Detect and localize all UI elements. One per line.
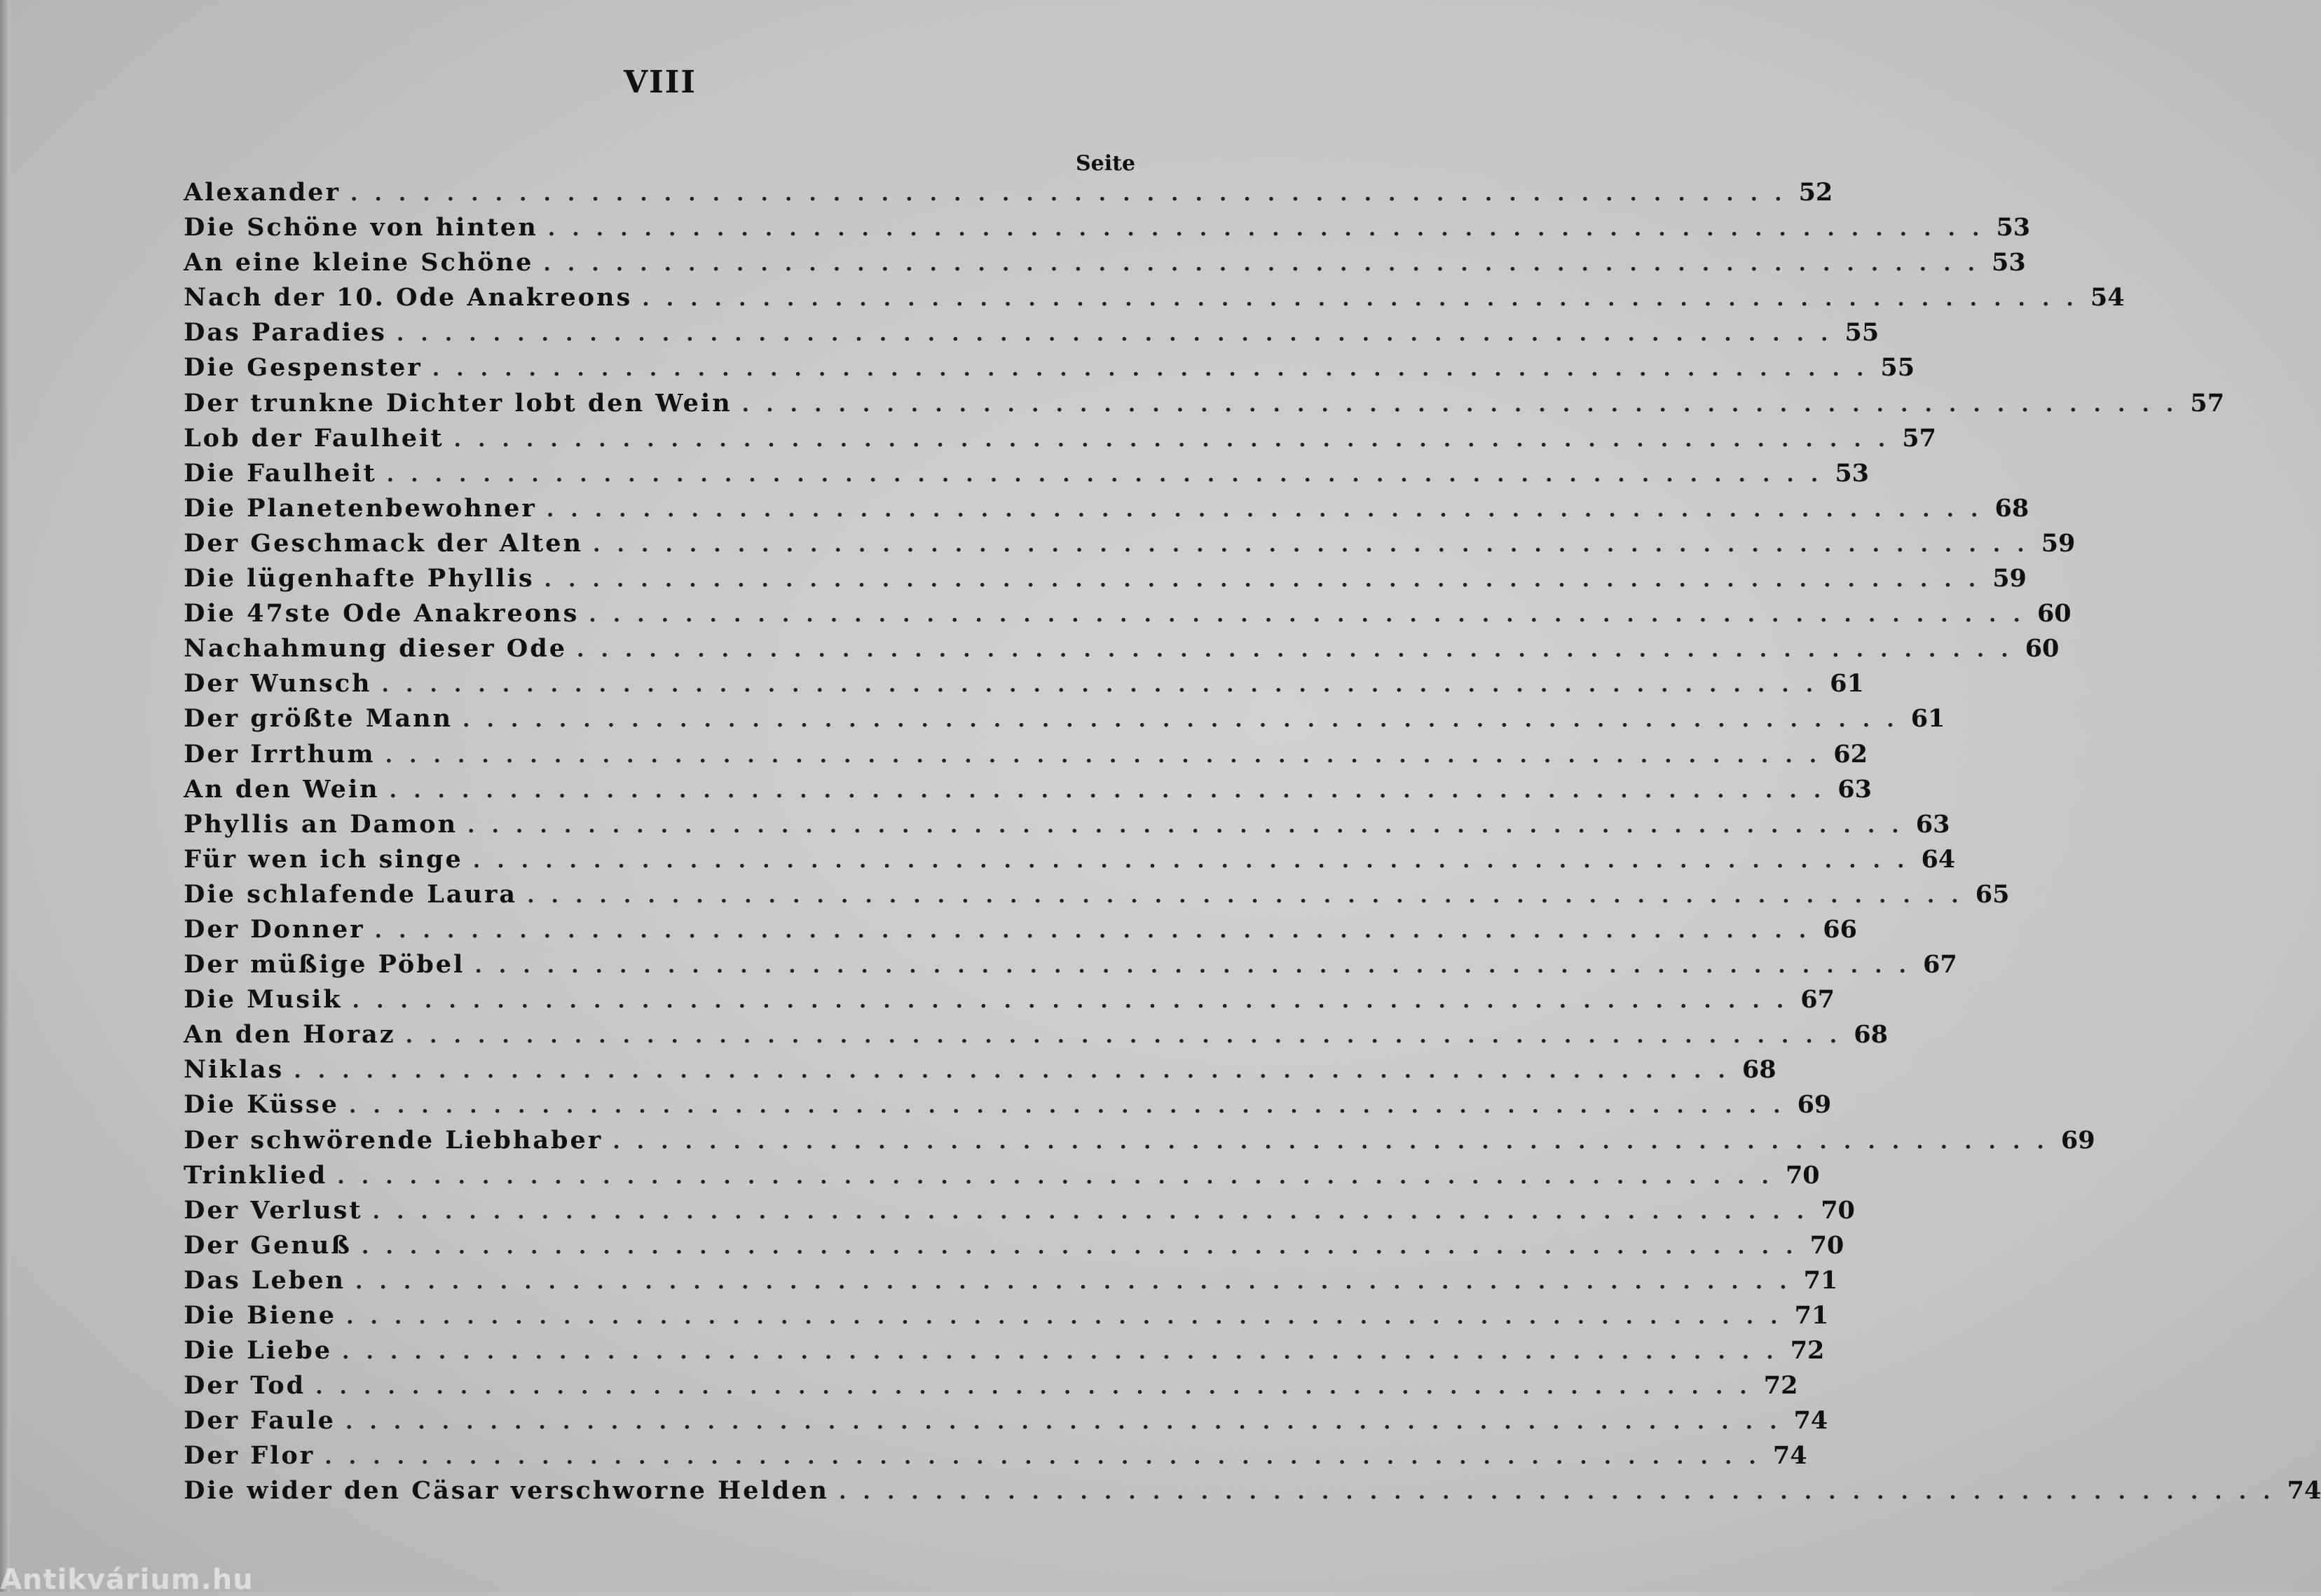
dot-leader: ............................................................: [337, 1164, 1786, 1189]
toc-entry-page: 72: [1763, 1371, 1798, 1401]
dot-leader: ............................................................: [350, 181, 1799, 206]
toc-entry-title: Die Küsse: [184, 1090, 339, 1120]
toc-entry: [184, 491, 2029, 526]
toc-entry: [184, 1263, 1838, 1298]
toc-entry: [184, 877, 2010, 912]
toc-entry-page: 70: [1821, 1195, 1855, 1225]
toc-entry: [184, 666, 1864, 701]
dot-leader: ............................................................: [467, 813, 1916, 838]
toc-entry-title: Die 47ste Ode Anakreons: [184, 599, 580, 628]
dot-leader: ............................................................: [741, 392, 2191, 417]
toc-entry: [184, 1333, 1825, 1368]
toc-entry-page: 55: [1880, 353, 1915, 383]
toc-entry: [184, 1193, 1855, 1228]
toc-entry: [184, 1403, 1828, 1438]
dot-leader: ............................................................: [361, 1234, 1810, 1259]
toc-entry-page: 74: [1793, 1406, 1828, 1436]
dot-leader: ............................................................: [544, 567, 1993, 593]
toc-entry-title: Die Liebe: [184, 1336, 333, 1365]
toc-entry-title: Nachahmung dieser Ode: [184, 634, 568, 663]
dot-leader: ............................................................: [345, 1305, 1795, 1329]
toc-entry-page: 74: [2287, 1476, 2321, 1506]
toc-entry: [184, 912, 1857, 947]
toc-entry: [184, 1473, 2321, 1508]
toc-entry-page: 63: [1915, 809, 1950, 839]
toc-entry-page: 71: [1803, 1265, 1838, 1295]
dot-leader: ............................................................: [374, 918, 1823, 943]
toc-entry-page: 70: [1809, 1230, 1844, 1260]
dot-leader: ............................................................: [352, 989, 1801, 1014]
toc-entry-title: Die schlafende Laura: [184, 879, 518, 909]
toc-entry-page: 66: [1823, 914, 1857, 944]
toc-entry-title: An den Wein: [184, 774, 380, 804]
toc-entry: [184, 1368, 1798, 1403]
toc-entry-page: 64: [1921, 844, 1956, 874]
dot-leader: ............................................................: [385, 743, 1834, 768]
toc-entry-page: 60: [2036, 599, 2072, 628]
toc-entry: [184, 596, 2072, 631]
toc-entry-page: 72: [1790, 1336, 1825, 1365]
toc-entry-title: Der Donner: [184, 914, 365, 944]
dot-leader: ............................................................: [315, 1375, 1764, 1400]
toc-entry-page: 61: [1830, 669, 1864, 699]
toc-entry-title: Der schwörende Liebhaber: [184, 1125, 603, 1155]
toc-entry-title: Phyllis an Damon: [184, 809, 458, 839]
dot-leader: ............................................................: [546, 497, 1995, 522]
toc-entry-title: Für wen ich singe: [184, 844, 463, 874]
toc-entry-page: 68: [1854, 1020, 1888, 1050]
dot-leader: ............................................................: [324, 1445, 1773, 1470]
dot-leader: ............................................................: [405, 1024, 1854, 1049]
dot-leader: ............................................................: [355, 1269, 1804, 1294]
toc-entry: [184, 772, 1872, 807]
toc-entry-page: 53: [1835, 458, 1870, 488]
toc-entry-title: An eine kleine Schöne: [184, 248, 534, 277]
dot-leader: ............................................................: [527, 883, 1976, 908]
toc-entry: [184, 842, 1956, 877]
toc-entry: [184, 947, 1957, 982]
toc-entry: [184, 1123, 2095, 1158]
dot-leader: ............................................................: [642, 287, 2090, 312]
toc-entry-page: 59: [2041, 528, 2076, 558]
toc-entry-title: Niklas: [184, 1055, 285, 1085]
dot-leader: ............................................................: [432, 357, 1881, 382]
table-of-contents: [184, 175, 2321, 1509]
toc-entry-title: Der Verlust: [184, 1195, 363, 1225]
toc-entry-page: 68: [1741, 1055, 1776, 1085]
dot-leader: ............................................................: [396, 322, 1845, 347]
toc-entry-title: Die lügenhafte Phyllis: [184, 564, 535, 593]
toc-entry-page: 67: [1800, 985, 1835, 1014]
toc-entry: [184, 1087, 1832, 1122]
toc-entry-title: Der Geschmack der Alten: [184, 528, 584, 558]
toc-entry: [184, 526, 2076, 561]
toc-entry: [184, 386, 2225, 421]
toc-entry: [184, 456, 1870, 491]
dot-leader: ............................................................: [612, 1129, 2061, 1154]
toc-entry-title: Nach der 10. Ode Anakreons: [184, 283, 633, 312]
toc-entry-page: 53: [1992, 248, 2026, 277]
toc-entry-title: Der Irrthum: [184, 739, 376, 769]
toc-entry: [184, 701, 1945, 736]
column-header-page: Seite: [1076, 151, 1136, 176]
toc-entry-page: 55: [1844, 318, 1880, 348]
toc-entry-title: Der Genuß: [184, 1230, 352, 1260]
toc-entry-title: An den Horaz: [184, 1020, 396, 1050]
watermark: Antikvárium.hu: [0, 1564, 254, 1596]
toc-entry-title: Der Wunsch: [184, 669, 372, 699]
toc-entry-page: 69: [2060, 1125, 2095, 1155]
toc-entry-title: Die Biene: [184, 1301, 336, 1330]
toc-entry-title: Das Leben: [184, 1265, 345, 1295]
toc-entry-page: 63: [1837, 774, 1872, 804]
toc-entry: [184, 1298, 1829, 1333]
dot-leader: ............................................................: [345, 1410, 1794, 1435]
toc-entry: [184, 982, 1835, 1017]
toc-entry-title: Lob der Faulheit: [184, 423, 444, 453]
toc-entry-page: 54: [2090, 283, 2125, 312]
dot-leader: ............................................................: [838, 1480, 2287, 1505]
toc-entry-title: Der trunkne Dichter lobt den Wein: [184, 388, 732, 418]
dot-leader: ............................................................: [589, 603, 2037, 628]
toc-entry-page: 61: [1910, 704, 1945, 734]
toc-entry-title: Die Gespenster: [184, 353, 423, 383]
dot-leader: ............................................................: [593, 532, 2041, 557]
toc-entry: [184, 350, 1915, 385]
toc-entry: [184, 1052, 1776, 1087]
dot-leader: ............................................................: [577, 638, 2025, 663]
toc-entry-title: Die wider den Cäsar verschworne Helden: [184, 1476, 829, 1506]
toc-entry-page: 74: [1772, 1441, 1807, 1471]
toc-entry: [184, 561, 2027, 596]
dot-leader: ............................................................: [463, 708, 1911, 733]
toc-entry-page: 69: [1797, 1090, 1832, 1120]
toc-entry-title: Der müßige Pöbel: [184, 950, 465, 979]
toc-entry-title: Trinklied: [184, 1160, 328, 1190]
dot-leader: ............................................................: [474, 954, 1923, 979]
toc-entry: [184, 210, 2031, 245]
toc-entry: [184, 1228, 1844, 1263]
dot-leader: ............................................................: [372, 1199, 1821, 1224]
dot-leader: ............................................................: [389, 778, 1838, 803]
toc-entry-title: Das Paradies: [184, 318, 387, 348]
toc-entry: [184, 1017, 1888, 1052]
toc-entry-title: Der Flor: [184, 1441, 315, 1471]
toc-entry: [184, 737, 1868, 772]
toc-entry-page: 52: [1798, 178, 1833, 207]
toc-entry-page: 53: [1996, 213, 2031, 242]
toc-entry-title: Der Faule: [184, 1406, 336, 1436]
dot-leader: ............................................................: [386, 462, 1835, 487]
toc-entry: [184, 1438, 1807, 1473]
toc-entry-title: Alexander: [184, 178, 341, 207]
toc-entry-page: 57: [2190, 388, 2225, 418]
toc-entry-page: 68: [1994, 493, 2029, 523]
toc-entry-title: Der größte Mann: [184, 704, 453, 734]
dot-leader: ............................................................: [472, 848, 1922, 873]
toc-entry-page: 65: [1975, 879, 2010, 909]
toc-entry: [184, 631, 2060, 666]
dot-leader: ............................................................: [342, 1340, 1791, 1365]
toc-entry-page: 60: [2025, 634, 2060, 663]
toc-entry: [184, 315, 1880, 350]
toc-entry-page: 62: [1833, 739, 1868, 769]
dot-leader: ............................................................: [294, 1059, 1742, 1084]
dot-leader: ............................................................: [381, 673, 1830, 698]
toc-entry: [184, 280, 2125, 315]
toc-entry-page: 59: [1992, 564, 2027, 593]
toc-entry: [184, 245, 2026, 280]
page-number: VIII: [624, 64, 697, 100]
toc-entry-title: Die Schöne von hinten: [184, 213, 538, 242]
dot-leader: ............................................................: [543, 252, 1992, 277]
toc-entry-page: 71: [1794, 1301, 1829, 1330]
toc-entry-page: 70: [1785, 1160, 1820, 1190]
dot-leader: ............................................................: [547, 216, 1997, 242]
toc-entry-title: Die Planetenbewohner: [184, 493, 537, 523]
toc-entry-title: Die Musik: [184, 985, 343, 1014]
page-edge: [0, 0, 10, 1592]
toc-entry: [184, 175, 1833, 210]
toc-entry: [184, 1158, 1820, 1193]
dot-leader: ............................................................: [453, 427, 1903, 452]
dot-leader: ............................................................: [348, 1094, 1798, 1119]
toc-entry: [184, 807, 1950, 842]
toc-entry-title: Die Faulheit: [184, 458, 377, 488]
toc-entry-title: Der Tod: [184, 1371, 306, 1401]
toc-entry-page: 67: [1922, 950, 1957, 979]
toc-entry-page: 57: [1902, 423, 1936, 453]
toc-entry: [184, 421, 1936, 456]
